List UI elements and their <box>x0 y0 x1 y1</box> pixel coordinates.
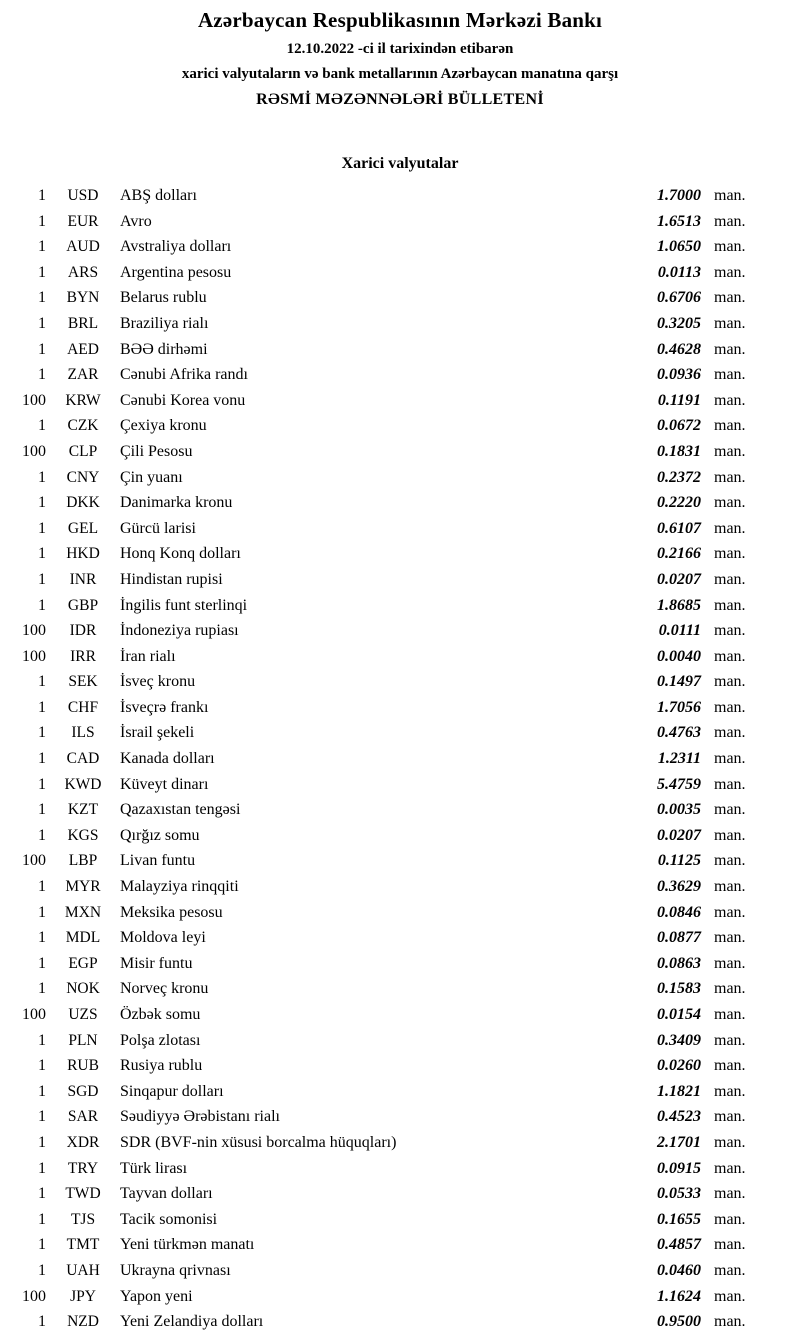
qty-cell: 1 <box>38 1108 46 1126</box>
code-cell: AED <box>67 340 99 358</box>
unit-cell: man. <box>714 442 746 460</box>
qty-cell: 100 <box>22 852 46 870</box>
name-cell: Ukrayna qrivnası <box>120 1261 231 1279</box>
name-cell: Səudiyyə Ərəbistanı rialı <box>120 1108 280 1126</box>
name-cell: Qazaxıstan tengəsi <box>120 801 241 819</box>
unit-cell: man. <box>714 1006 746 1023</box>
code-cell: JPY <box>70 1287 96 1305</box>
table-row <box>6 439 760 465</box>
qty-cell: 1 <box>38 238 46 256</box>
table-row <box>6 1309 760 1335</box>
unit-cell: man. <box>714 1236 746 1254</box>
table-row <box>6 1232 760 1258</box>
table-row <box>6 720 760 746</box>
rate-cell: 0.0154 <box>657 1006 701 1023</box>
table-row <box>6 669 760 695</box>
qty-cell: 1 <box>38 187 46 204</box>
qty-cell: 100 <box>22 391 46 409</box>
name-cell: Braziliya rialı <box>120 314 209 332</box>
unit-cell: man. <box>714 1185 746 1203</box>
code-cell: CLP <box>68 442 98 460</box>
rate-cell: 0.0207 <box>657 570 701 588</box>
code-cell: NZD <box>67 1313 99 1331</box>
rate-cell: 1.1821 <box>657 1082 701 1100</box>
qty-cell: 1 <box>38 724 46 742</box>
rate-cell: 0.2220 <box>657 494 701 512</box>
rate-cell: 0.4857 <box>657 1236 701 1254</box>
qty-cell: 100 <box>22 442 46 460</box>
qty-cell: 1 <box>38 954 46 972</box>
rate-cell: 0.2166 <box>657 545 701 563</box>
unit-cell: man. <box>714 929 746 947</box>
rate-cell: 1.2311 <box>657 750 701 768</box>
code-cell: UZS <box>68 1006 98 1023</box>
rate-cell: 0.0672 <box>657 417 701 435</box>
unit-cell: man. <box>714 980 746 998</box>
name-cell: Kanada dolları <box>120 750 215 768</box>
unit-cell: man. <box>714 673 746 691</box>
code-cell: CNY <box>66 468 100 486</box>
code-cell: DKK <box>66 494 100 512</box>
table-row <box>6 874 760 900</box>
name-cell: İsveçrə frankı <box>120 698 209 716</box>
name-cell: İsrail şekeli <box>120 724 195 742</box>
rate-cell: 0.3629 <box>657 878 701 896</box>
unit-cell: man. <box>714 1057 746 1075</box>
code-cell: CAD <box>66 750 100 768</box>
unit-cell: man. <box>714 570 746 588</box>
unit-cell: man. <box>714 391 746 409</box>
unit-cell: man. <box>714 238 746 256</box>
name-cell: Avstraliya dolları <box>120 238 232 256</box>
qty-cell: 100 <box>22 1287 46 1305</box>
rates-table <box>0 181 800 1335</box>
code-cell: AUD <box>66 238 100 256</box>
table-row <box>6 413 760 439</box>
unit-cell: man. <box>714 698 746 716</box>
table-row <box>6 976 760 1002</box>
rate-cell: 0.4763 <box>657 724 701 742</box>
code-cell: CZK <box>67 417 99 435</box>
name-cell: Hindistan rupisi <box>120 570 223 588</box>
name-cell: Yeni Zelandiya dolları <box>120 1313 264 1331</box>
table-row <box>6 797 760 823</box>
table-row <box>6 1002 760 1028</box>
unit-cell: man. <box>714 775 746 793</box>
unit-cell: man. <box>714 187 746 204</box>
code-cell: BYN <box>66 289 100 307</box>
code-cell: USD <box>67 187 99 204</box>
unit-cell: man. <box>714 750 746 768</box>
code-cell: CHF <box>67 698 99 716</box>
code-cell: NOK <box>66 980 100 998</box>
unit-cell: man. <box>714 519 746 537</box>
qty-cell: 1 <box>38 366 46 384</box>
code-cell: GBP <box>67 596 99 614</box>
name-cell: Polşa zlotası <box>120 1031 201 1049</box>
qty-cell: 1 <box>38 929 46 947</box>
rate-cell: 0.1191 <box>657 391 701 409</box>
table-row <box>6 900 760 926</box>
name-cell: Cənubi Afrika randı <box>120 366 248 384</box>
code-cell: KRW <box>65 391 101 409</box>
effective-date-line: 12.10.2022 -ci il tarixindən etibarən <box>286 41 514 57</box>
rate-cell: 0.0863 <box>657 954 701 972</box>
name-cell: Küveyt dinarı <box>120 775 209 793</box>
unit-cell: man. <box>714 1031 746 1049</box>
code-cell: EUR <box>67 212 99 230</box>
qty-cell: 1 <box>38 826 46 844</box>
qty-cell: 1 <box>38 673 46 691</box>
qty-cell: 1 <box>38 801 46 819</box>
unit-cell: man. <box>714 1108 746 1126</box>
code-cell: BRL <box>67 314 99 332</box>
unit-cell: man. <box>714 1313 746 1331</box>
rate-cell: 0.4523 <box>657 1108 701 1126</box>
unit-cell: man. <box>714 878 746 896</box>
name-cell: Malayziya rinqqiti <box>120 878 239 896</box>
qty-cell: 1 <box>38 1159 46 1177</box>
code-cell: TWD <box>65 1185 101 1203</box>
name-cell: Tacik somonisi <box>120 1210 218 1228</box>
code-cell: KWD <box>64 775 102 793</box>
table-row <box>6 541 760 567</box>
qty-cell: 1 <box>38 494 46 512</box>
table-row <box>6 1028 760 1054</box>
unit-cell: man. <box>714 647 746 665</box>
table-row <box>6 516 760 542</box>
code-cell: PLN <box>68 1031 98 1049</box>
unit-cell: man. <box>714 366 746 384</box>
name-cell: Honq Konq dolları <box>120 545 241 563</box>
code-cell: GEL <box>67 519 99 537</box>
qty-cell: 1 <box>38 545 46 563</box>
name-cell: Danimarka kronu <box>120 494 233 512</box>
code-cell: UAH <box>66 1261 100 1279</box>
qty-cell: 1 <box>38 417 46 435</box>
qty-cell: 1 <box>38 468 46 486</box>
table-row <box>6 260 760 286</box>
qty-cell: 1 <box>38 1261 46 1279</box>
unit-cell: man. <box>714 468 746 486</box>
section-title-foreign-currencies: Xarici valyutalar <box>341 155 459 172</box>
unit-cell: man. <box>714 801 746 819</box>
name-cell: Livan funtu <box>120 852 196 870</box>
name-cell: BƏƏ dirhəmi <box>120 340 208 358</box>
code-cell: HKD <box>66 545 100 563</box>
unit-cell: man. <box>714 954 746 972</box>
qty-cell: 1 <box>38 263 46 281</box>
code-cell: LBP <box>68 852 98 870</box>
rate-cell: 2.1701 <box>657 1133 701 1151</box>
table-row <box>6 388 760 414</box>
code-cell: SEK <box>68 673 98 691</box>
rate-cell: 0.0936 <box>657 366 701 384</box>
rate-cell: 1.1624 <box>657 1287 701 1305</box>
table-row <box>6 593 760 619</box>
code-cell: TJS <box>70 1210 96 1228</box>
name-cell: İngilis funt sterlinqi <box>120 596 248 614</box>
code-cell: INR <box>69 570 97 588</box>
table-row <box>6 337 760 363</box>
unit-cell: man. <box>714 1082 746 1100</box>
qty-cell: 1 <box>38 878 46 896</box>
code-cell: IDR <box>69 622 97 640</box>
name-cell: Sinqapur dolları <box>120 1082 224 1100</box>
table-row <box>6 567 760 593</box>
rate-cell: 0.0846 <box>657 903 701 921</box>
rate-cell: 0.9500 <box>657 1313 701 1331</box>
qty-cell: 1 <box>38 1185 46 1203</box>
rate-cell: 1.6513 <box>657 212 701 230</box>
table-row <box>6 1130 760 1156</box>
rate-cell: 0.0040 <box>657 647 701 665</box>
document-subtitle: xarici valyutaların və bank metallarının Azərbaycan manatına qarşı <box>181 66 619 82</box>
qty-cell: 100 <box>22 622 46 640</box>
rate-cell: 0.0915 <box>657 1159 701 1177</box>
qty-cell: 1 <box>38 1236 46 1254</box>
table-row <box>6 644 760 670</box>
rate-cell: 0.0460 <box>657 1261 701 1279</box>
rate-cell: 0.0207 <box>657 826 701 844</box>
rate-cell: 0.1125 <box>657 852 701 870</box>
name-cell: İndoneziya rupiası <box>120 622 239 640</box>
name-cell: Özbək somu <box>120 1006 201 1023</box>
table-row <box>6 695 760 721</box>
rate-cell: 0.0113 <box>657 263 701 281</box>
name-cell: Cənubi Korea vonu <box>120 391 246 409</box>
rate-cell: 0.0877 <box>657 929 701 947</box>
unit-cell: man. <box>714 417 746 435</box>
unit-cell: man. <box>714 724 746 742</box>
code-cell: TRY <box>67 1159 99 1177</box>
qty-cell: 1 <box>38 903 46 921</box>
name-cell: Argentina pesosu <box>120 263 232 281</box>
document-header <box>0 0 800 109</box>
table-row <box>6 951 760 977</box>
rate-cell: 1.7056 <box>657 698 701 716</box>
qty-cell: 100 <box>22 1006 46 1023</box>
code-cell: EGP <box>68 954 98 972</box>
rate-cell: 0.2372 <box>657 468 701 486</box>
table-row <box>6 772 760 798</box>
name-cell: Çili Pesosu <box>120 442 193 460</box>
qty-cell: 1 <box>38 1057 46 1075</box>
table-row <box>6 746 760 772</box>
code-cell: SGD <box>67 1082 99 1100</box>
rate-cell: 1.0650 <box>657 238 701 256</box>
unit-cell: man. <box>714 903 746 921</box>
table-row <box>6 1079 760 1105</box>
qty-cell: 1 <box>38 698 46 716</box>
qty-cell: 100 <box>22 647 46 665</box>
name-cell: Belarus rublu <box>120 289 207 307</box>
rate-cell: 0.4628 <box>657 340 701 358</box>
code-cell: ARS <box>67 263 99 281</box>
table-row <box>6 1053 760 1079</box>
table-row <box>6 848 760 874</box>
table-row <box>6 925 760 951</box>
unit-cell: man. <box>714 263 746 281</box>
table-row <box>6 1207 760 1233</box>
unit-cell: man. <box>714 494 746 512</box>
name-cell: ABŞ dolları <box>120 187 197 204</box>
qty-cell: 1 <box>38 980 46 998</box>
table-row <box>6 234 760 260</box>
unit-cell: man. <box>714 826 746 844</box>
name-cell: Tayvan dolları <box>120 1185 213 1203</box>
unit-cell: man. <box>714 596 746 614</box>
rate-cell: 0.3205 <box>657 314 701 332</box>
rate-cell: 0.1831 <box>657 442 701 460</box>
code-cell: XDR <box>66 1133 100 1151</box>
code-cell: TMT <box>66 1236 100 1254</box>
rate-cell: 0.0035 <box>657 801 701 819</box>
code-cell: ILS <box>71 724 95 742</box>
rate-cell: 0.0111 <box>658 622 701 640</box>
table-row <box>6 490 760 516</box>
name-cell: Gürcü larisi <box>120 519 196 537</box>
unit-cell: man. <box>714 1159 746 1177</box>
rate-cell: 0.1655 <box>657 1210 701 1228</box>
qty-cell: 1 <box>38 1082 46 1100</box>
name-cell: Çexiya kronu <box>120 417 207 435</box>
table-row <box>6 311 760 337</box>
name-cell: SDR (BVF-nin xüsusi borcalma hüquqları) <box>120 1133 397 1151</box>
name-cell: Yeni türkmən manatı <box>120 1236 255 1254</box>
bank-title: Azərbaycan Respublikasının Mərkəzi Bankı <box>197 8 603 32</box>
bulletin-title: RƏSMİ MƏZƏNNƏLƏRİ BÜLLETENİ <box>256 91 544 108</box>
qty-cell: 1 <box>38 314 46 332</box>
table-row <box>6 1284 760 1310</box>
qty-cell: 1 <box>38 1133 46 1151</box>
unit-cell: man. <box>714 545 746 563</box>
unit-cell: man. <box>714 852 746 870</box>
unit-cell: man. <box>714 622 746 640</box>
qty-cell: 1 <box>38 750 46 768</box>
table-row <box>6 823 760 849</box>
qty-cell: 1 <box>38 1031 46 1049</box>
rate-cell: 0.6107 <box>657 519 701 537</box>
unit-cell: man. <box>714 340 746 358</box>
unit-cell: man. <box>714 1261 746 1279</box>
name-cell: Qırğız somu <box>120 826 200 844</box>
qty-cell: 1 <box>38 212 46 230</box>
qty-cell: 1 <box>38 519 46 537</box>
name-cell: Türk lirası <box>120 1159 188 1177</box>
unit-cell: man. <box>714 1133 746 1151</box>
table-row <box>6 465 760 491</box>
unit-cell: man. <box>714 289 746 307</box>
name-cell: Meksika pesosu <box>120 903 223 921</box>
table-row <box>6 209 760 235</box>
qty-cell: 1 <box>38 596 46 614</box>
qty-cell: 1 <box>38 570 46 588</box>
unit-cell: man. <box>714 1210 746 1228</box>
qty-cell: 1 <box>38 1313 46 1331</box>
table-row <box>6 618 760 644</box>
table-row <box>6 1258 760 1284</box>
rate-cell: 0.1583 <box>657 980 701 998</box>
qty-cell: 1 <box>38 289 46 307</box>
rate-cell: 1.7000 <box>657 187 701 204</box>
code-cell: RUB <box>67 1057 99 1075</box>
table-row <box>6 1156 760 1182</box>
name-cell: Çin yuanı <box>120 468 183 486</box>
code-cell: MDL <box>65 929 101 947</box>
unit-cell: man. <box>714 314 746 332</box>
name-cell: Yapon yeni <box>120 1287 193 1305</box>
code-cell: KZT <box>67 801 99 819</box>
table-row <box>6 183 760 209</box>
code-cell: SAR <box>67 1108 99 1126</box>
table-row <box>6 362 760 388</box>
unit-cell: man. <box>714 1287 746 1305</box>
qty-cell: 1 <box>38 775 46 793</box>
rate-cell: 5.4759 <box>657 775 701 793</box>
qty-cell: 1 <box>38 340 46 358</box>
rate-cell: 0.0533 <box>657 1185 701 1203</box>
unit-cell: man. <box>714 212 746 230</box>
name-cell: Moldova leyi <box>120 929 206 947</box>
table-row <box>6 285 760 311</box>
code-cell: MXN <box>64 903 102 921</box>
code-cell: IRR <box>70 647 96 665</box>
name-cell: İsveç kronu <box>120 673 196 691</box>
rate-cell: 0.6706 <box>657 289 701 307</box>
name-cell: Rusiya rublu <box>120 1057 203 1075</box>
code-cell: MYR <box>65 878 101 896</box>
code-cell: KGS <box>67 826 99 844</box>
name-cell: İran rialı <box>120 647 176 665</box>
rate-cell: 0.1497 <box>657 673 701 691</box>
name-cell: Norveç kronu <box>120 980 209 998</box>
table-row <box>6 1181 760 1207</box>
name-cell: Avro <box>120 212 152 230</box>
qty-cell: 1 <box>38 1210 46 1228</box>
rate-cell: 0.3409 <box>657 1031 701 1049</box>
rates-table-body <box>6 183 760 1335</box>
table-row <box>6 1104 760 1130</box>
name-cell: Misir funtu <box>120 954 193 972</box>
code-cell: ZAR <box>67 366 99 384</box>
rate-cell: 1.8685 <box>657 596 701 614</box>
rate-cell: 0.0260 <box>657 1057 701 1075</box>
